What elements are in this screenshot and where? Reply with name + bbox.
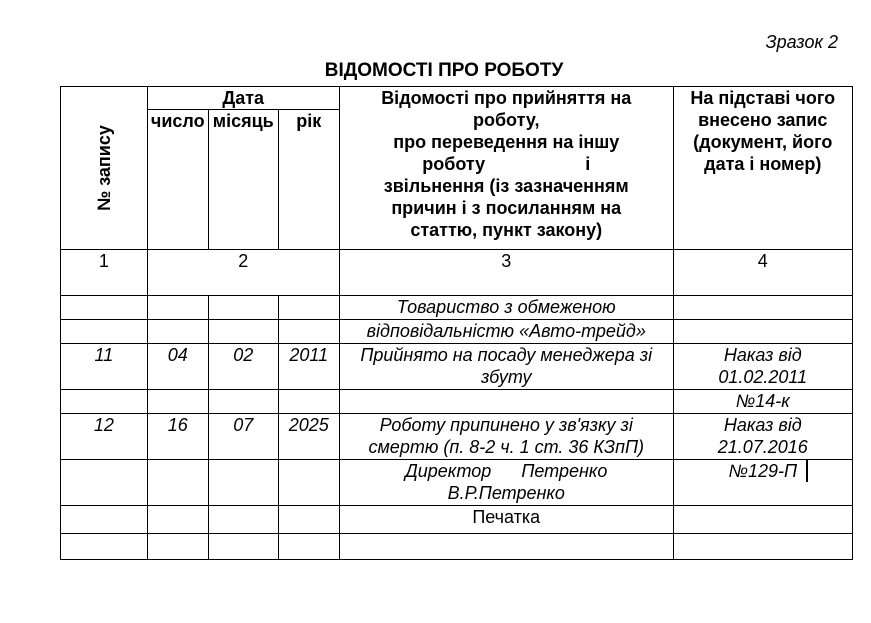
text-cursor xyxy=(806,460,808,482)
column-number-2: 2 xyxy=(147,250,339,296)
work-record-table xyxy=(60,86,853,560)
sample-label: Зразок 2 xyxy=(765,32,838,52)
document-title: ВІДОМОСТІ ПРО РОБОТУ xyxy=(324,60,564,81)
header-record-no: № запису xyxy=(61,87,148,250)
header-basis: На підставі чого внесено запис (документ, його дата і номер) xyxy=(673,87,852,250)
entry-info: Роботу припинено у зв'язку зі смертю (п. 8-2 ч. 1 ст. 36 КЗпП) xyxy=(339,414,673,460)
stamp-label: Печатка xyxy=(339,506,673,534)
header-year: рік xyxy=(278,110,339,250)
entry-no: 12 xyxy=(61,414,148,460)
column-number-1: 1 xyxy=(61,250,148,296)
header-info: Відомості про прийняття на роботу, про переведення на іншу роботу і звільнення (із зазначенням причин і з посиланням на статтю, пункт закону) xyxy=(339,87,673,250)
entry-day: 04 xyxy=(147,344,208,390)
entry-basis: Наказ від 21.07.2016 xyxy=(673,414,852,460)
entry-year: 2011 xyxy=(278,344,339,390)
company-line-1: Товариство з обмеженою xyxy=(339,296,673,320)
entry-basis-number: №14-к xyxy=(673,390,852,414)
entry-info: Прийнято на посаду менеджера зі збуту xyxy=(339,344,673,390)
signature-basis: №129-П xyxy=(673,460,852,506)
header-month: місяць xyxy=(208,110,278,250)
entry-month: 07 xyxy=(208,414,278,460)
header-day: число xyxy=(147,110,208,250)
signature: Директор Петренко В.Р.Петренко xyxy=(339,460,673,506)
entry-no: 11 xyxy=(61,344,148,390)
company-line-2: відповідальністю «Авто-трейд» xyxy=(339,320,673,344)
column-number-4: 4 xyxy=(673,250,852,296)
table-row xyxy=(61,344,853,390)
entry-year: 2025 xyxy=(278,414,339,460)
table-row xyxy=(61,414,853,460)
entry-day: 16 xyxy=(147,414,208,460)
column-number-3: 3 xyxy=(339,250,673,296)
header-date: Дата xyxy=(147,87,339,110)
entry-basis: Наказ від 01.02.2011 xyxy=(673,344,852,390)
entry-month: 02 xyxy=(208,344,278,390)
